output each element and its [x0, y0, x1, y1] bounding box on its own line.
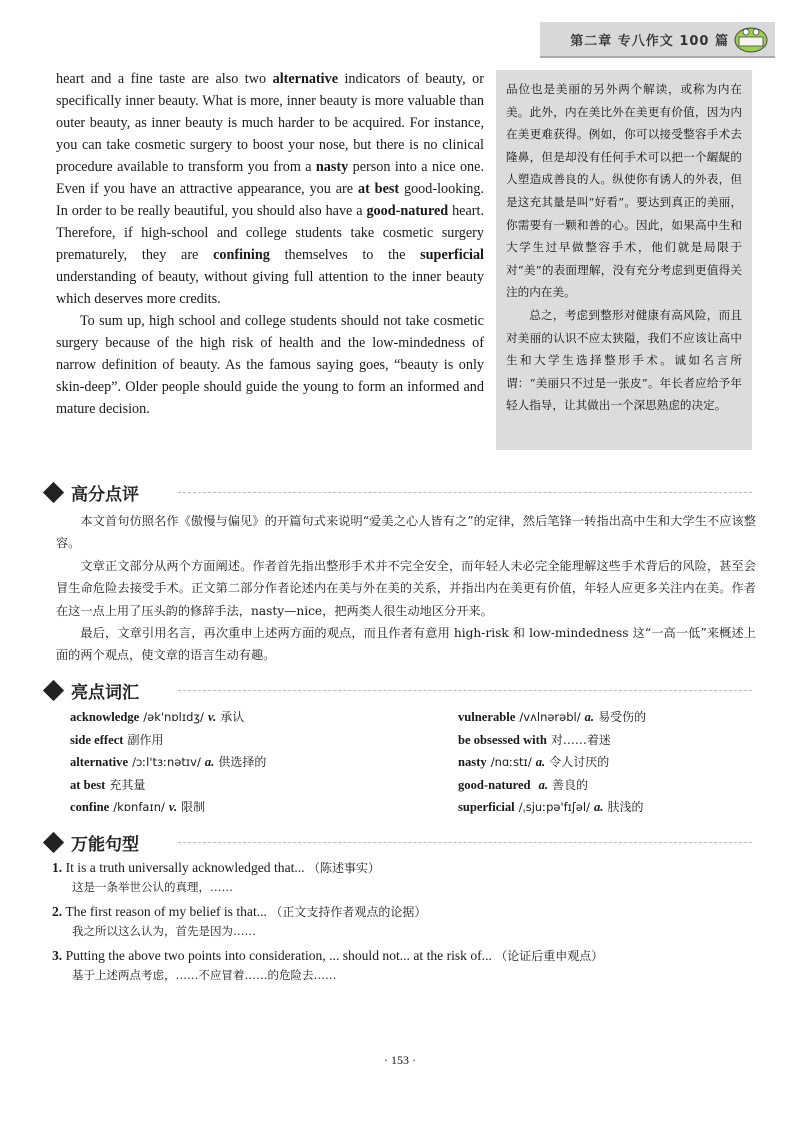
essay-english [56, 68, 484, 420]
essay-paragraph-1: heart and a fine taste are also two alternative indicators of beauty, or specifically inner beauty. What is more, inner beauty is more valuable than outer beauty, as inner beauty is much harder to be acquired. For instance, you can take cosmetic surgery to boost your nose, but there is no clinical procedure available to transform you from a nasty person into a nice one. Even if you have an attractive appearance, you are at best good-looking. In order to be really beautiful, you should also have a good-natured heart. Therefore, if high-school and college students take cosmetic surgery prematurely, they are confining themselves to the superficial understanding of beauty, without giving full attention to the inner beauty which deserves more credits. [56, 71, 484, 307]
vocab-item: side effect 副作用 [70, 732, 164, 747]
review-paragraph: 本文首句仿照名作《傲慢与偏见》的开篇句式来说明“爱美之心人皆有之”的定律，然后笔锋一转指出高中生和大学生不应该整容。 [56, 514, 756, 551]
review-paragraph: 最后，文章引用名言，再次重申上述两方面的观点，而且作者有意用 high-risk 和 low-mindedness 这“一高一低”来概述上面的两个观点，使文章的语言生动有趣。 [56, 626, 756, 663]
essay-paragraph-2: To sum up, high school and college students should not take cosmetic surgery because of the high risk of health and the low-mindedness of narrow definition of beauty. As the famous saying goes, “beauty is only skin-deep”. Older people should guide the young to form an informed and mature decision. [56, 313, 484, 417]
vocab-item: vulnerable /vʌlnərəbl/ a. 易受伤的 [458, 710, 647, 724]
vocab-item: superficial /ˌsjuːpə'fɪʃəl/ a. 肤浅的 [458, 800, 644, 815]
section-divider [178, 690, 752, 691]
vocab-item: alternative /ɔːl'tɜːnətɪv/ a. 供选择的 [70, 755, 267, 770]
vocab-list [70, 706, 730, 819]
keyword-confining: confining [213, 247, 270, 263]
patterns-heading: 万能句型 [44, 830, 139, 855]
review-paragraph: 文章正文部分从两个方面阐述。作者首先指出整形手术并不完全安全，而年轻人未必完全能理解这些手术背后的风险，甚至会冒生命危险去接受手术。正文第二部分作者论述内在美与外在美的关系，并指出内在美更有价值，年轻人应更多关注内在美。作者在这一点上用了压头韵的修辞手法，nasty—nice，把两类人很生动地区分开来。 [56, 558, 756, 618]
vocab-item: be obsessed with 对……着迷 [458, 732, 611, 747]
keyword-good-natured: good-natured [366, 203, 449, 219]
diamond-bullet-icon [43, 680, 64, 701]
vocab-item: good-natured a. 善良的 [458, 777, 589, 792]
translation-box [496, 70, 752, 450]
chapter-header [540, 22, 775, 58]
keyword-superficial: superficial [420, 247, 484, 263]
review-heading: 高分点评 [44, 480, 139, 505]
pattern-item: 2. The first reason of my belief is that... （正文支持作者观点的论据） 我之所以这么认为，首先是因为…… [52, 904, 427, 938]
vocab-item: at best 充其量 [70, 777, 146, 792]
translation-paragraph-1: 品位也是美丽的另外两个解读，或称为内在美。此外，内在美比外在美更有价值，因为内在美更难获得。例如，你可以接受整容手术去隆鼻，但是却没有任何手术可以把一个龌龊的人塑造成善良的人。纵使你有诱人的外表，但是这充其量是叫“好看”。要达到真正的美丽，你需要有一颗和善的心。因此，如果高中生和大学生过早做整容手术，他们就是局限于对“美”的表面理解，没有充分考虑到更值得关注的内在美。 [506, 82, 742, 300]
chapter-title: 第二章 专八作文 100 篇 [570, 33, 729, 49]
review-text [56, 510, 756, 667]
vocab-item: acknowledge /ək'nɒlɪdʒ/ v. 承认 [70, 710, 245, 724]
vocab-item: confine /kɒnfaɪn/ v. 限制 [70, 800, 206, 815]
diamond-bullet-icon [43, 832, 64, 853]
section-divider [178, 842, 752, 843]
pattern-item: 1. It is a truth universally acknowledged that... （陈述事实） 这是一条举世公认的真理，…… [52, 860, 380, 894]
pattern-item: 3. Putting the above two points into consideration, ... should not... at the risk of... （论证后重申观点） 基于上述两点考虑，……不应冒着……的危险去…… [52, 948, 604, 982]
translation-paragraph-2: 总之，考虑到整形对健康有高风险，而且对美丽的认识不应太狭隘，我们不应该让高中生和大学生选择整形手术。诚如名言所谓：“美丽只不过是一张皮”。年长者应给予年轻人指导，让其做出一个深思熟虑的决定。 [506, 307, 742, 413]
vocab-heading: 亮点词汇 [44, 678, 139, 703]
vocab-item: nasty /nɑːstɪ/ a. 令人讨厌的 [458, 755, 610, 770]
keyword-at-best: at best [357, 181, 400, 197]
keyword-nasty: nasty [315, 159, 349, 175]
pattern-list [52, 858, 752, 990]
page-number: · 153 · [384, 1053, 416, 1067]
book-logo-icon [733, 24, 769, 54]
diamond-bullet-icon [43, 482, 64, 503]
section-divider [178, 492, 752, 493]
keyword-alternative: alternative [272, 71, 338, 87]
